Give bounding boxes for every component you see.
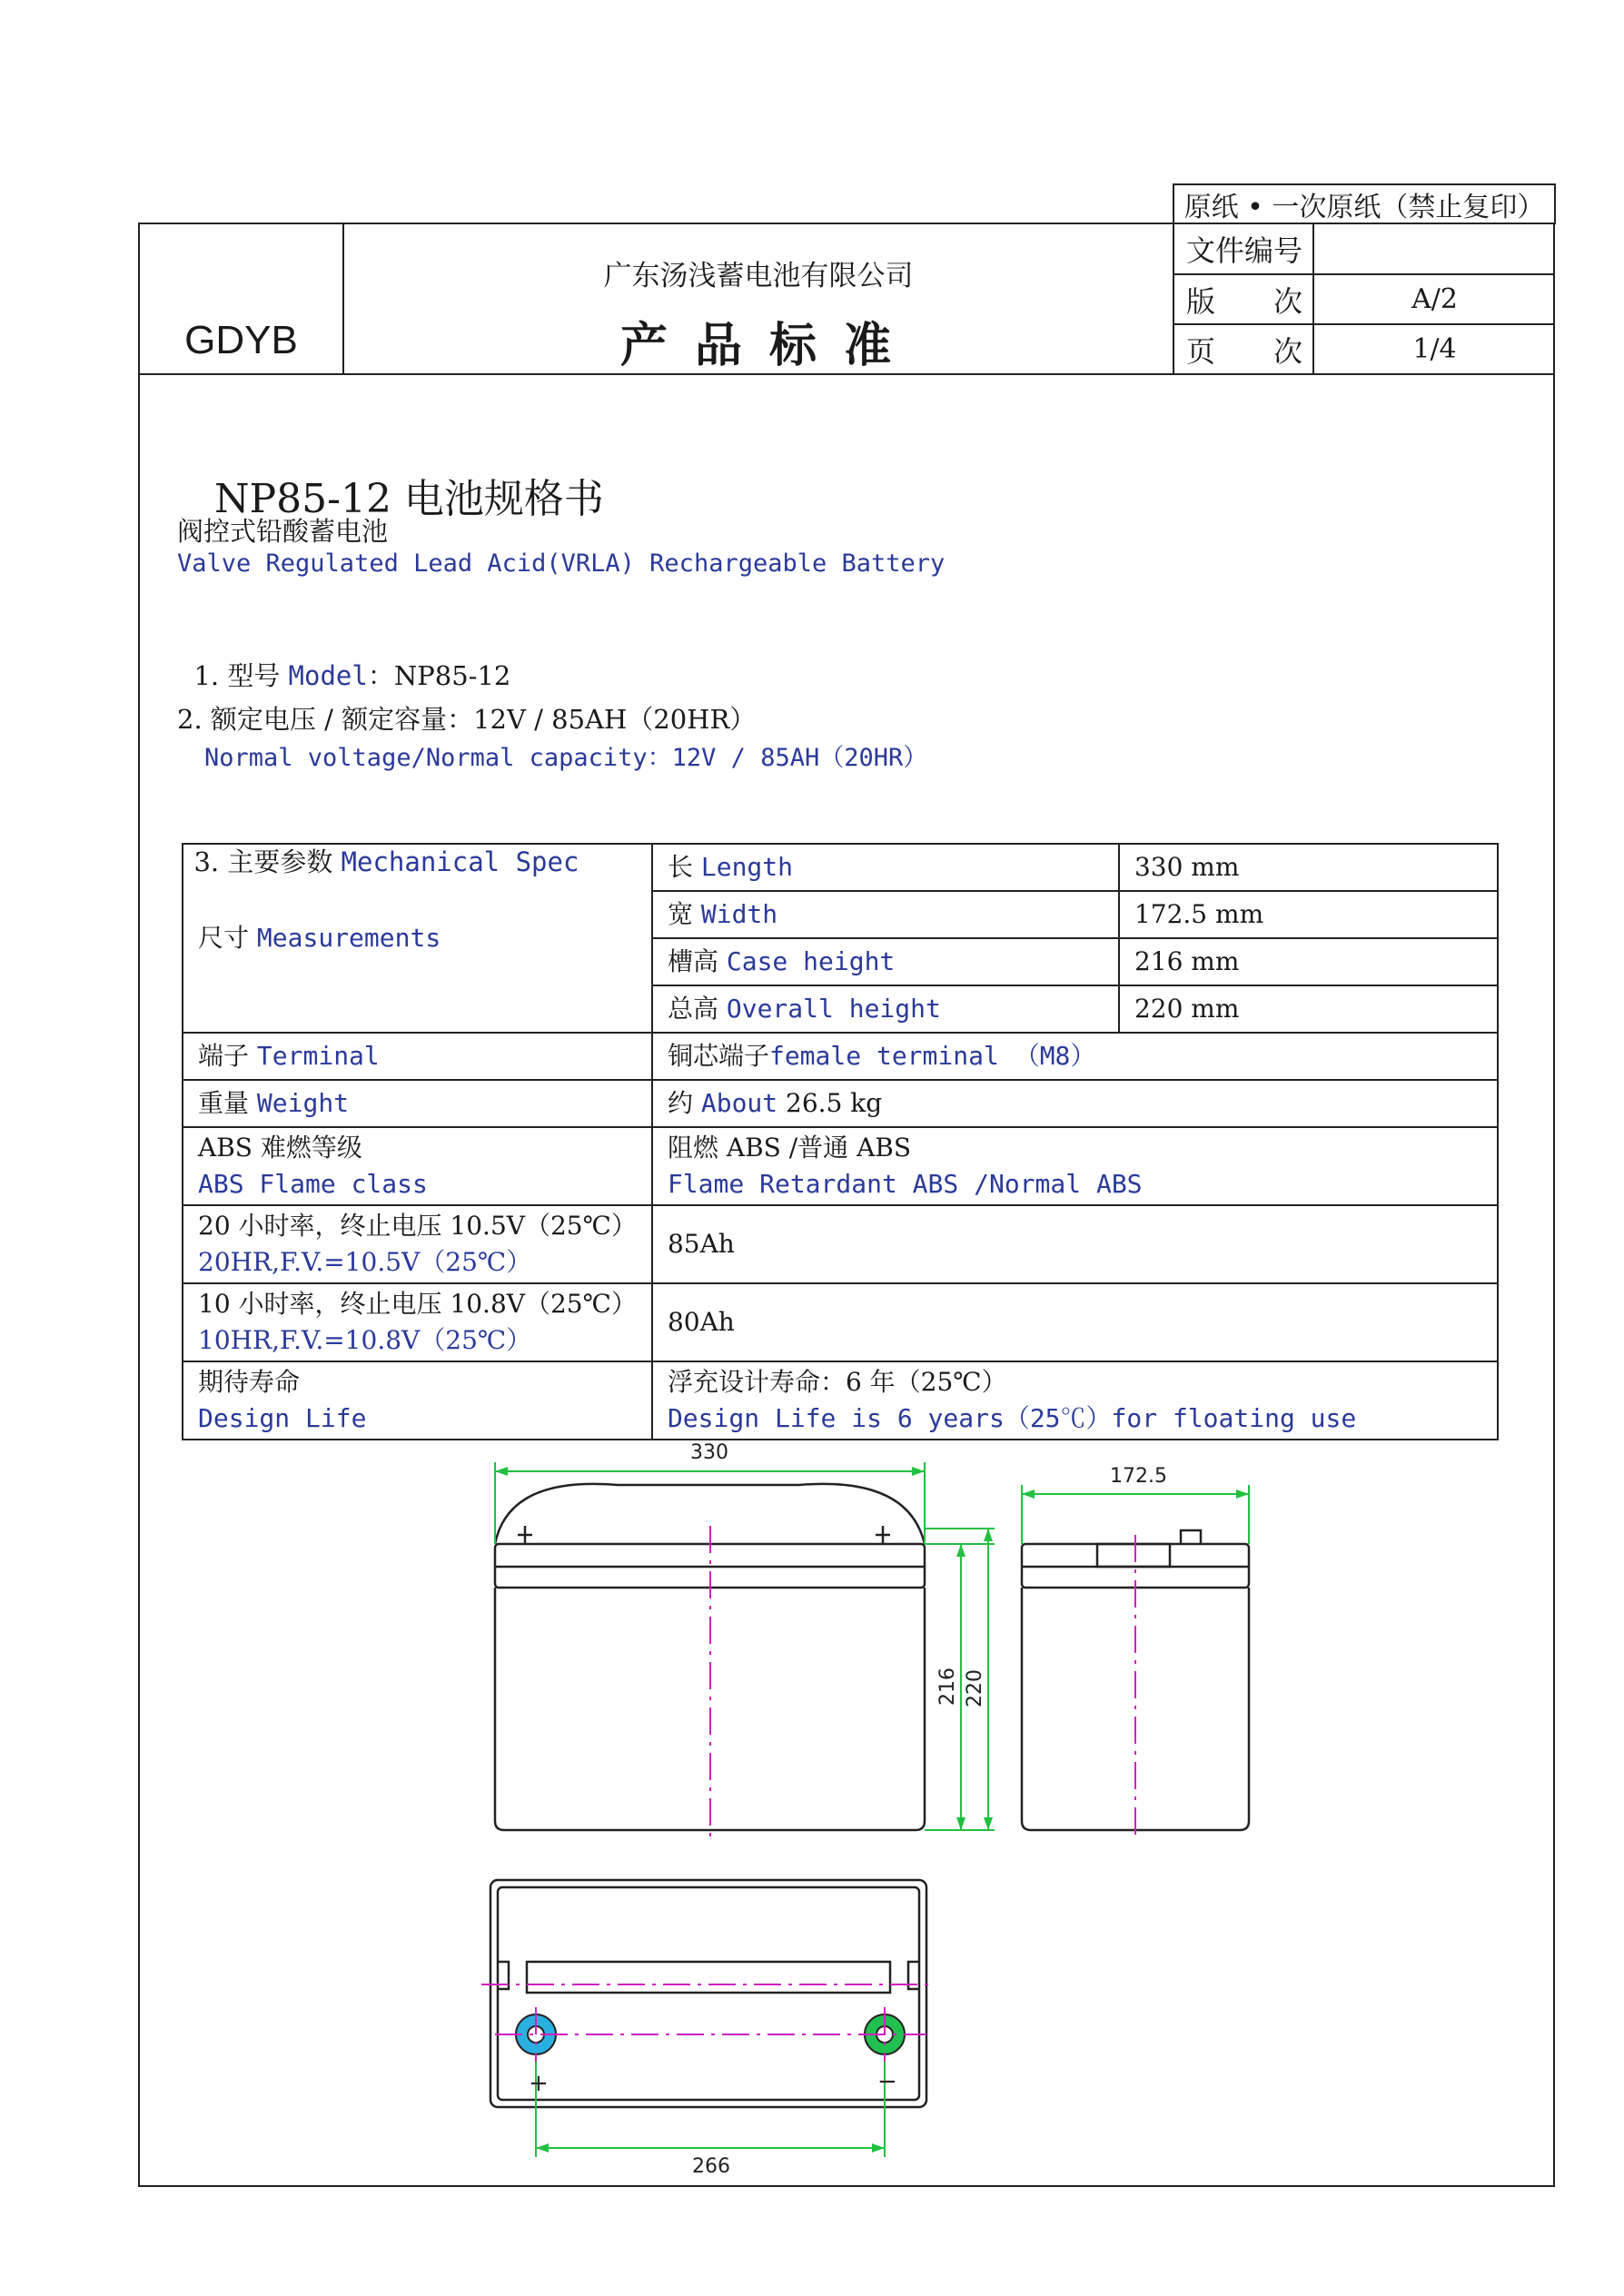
page-value: 1/4	[1412, 333, 1457, 365]
plus-symbol: +	[529, 2070, 549, 2097]
weight-value: 约 About 26.5 kg	[652, 1080, 1498, 1127]
model-line: 1. 型号 Model：NP85-12	[193, 660, 511, 691]
rate10-label: 10 小时率，终止电压 10.8V（25℃） 10HR,F.V.=10.8V（25℃）	[183, 1283, 652, 1361]
dim-width-label: 宽 Width	[652, 891, 1119, 938]
spec-heading-en: Mechanical Spec	[341, 846, 579, 877]
front-terminal-right	[876, 1526, 890, 1544]
terminal-label: 端子 Terminal	[183, 1033, 652, 1080]
company-logo: GDYB	[184, 318, 298, 362]
life-label: 期待寿命 Design Life	[183, 1361, 652, 1440]
rate20-label: 20 小时率，终止电压 10.5V（25℃） 20HR,F.V.=10.5V（25℃）	[183, 1205, 652, 1283]
top-view-handle	[527, 1962, 890, 1993]
dim-width-value: 172.5 mm	[1119, 891, 1498, 938]
copy-status-text: 原纸 • 一次原纸（禁止复印）	[1183, 191, 1545, 223]
dim-terminal-spacing-text: 266	[692, 2155, 730, 2178]
dim-width-text: 172.5	[1110, 1465, 1167, 1488]
measurements-label: 尺寸 Measurements	[183, 844, 652, 1033]
page-label: 页 次	[1186, 333, 1303, 369]
front-terminal-left	[518, 1526, 532, 1544]
battery-type-en: Valve Regulated Lead Acid(VRLA) Rechargeable Battery	[177, 549, 946, 578]
spec-heading: 3. 主要参数 Mechanical Spec	[193, 846, 579, 877]
doc-title: NP85-12 电池规格书	[213, 476, 604, 522]
rate20-value: 85Ah	[652, 1205, 1498, 1283]
model-label-en: Model	[288, 660, 368, 691]
abs-value: 阻燃 ABS /普通 ABS Flame Retardant ABS /Normal ABS	[652, 1127, 1498, 1205]
doc-type-title: 产 品 标 准	[619, 317, 897, 373]
file-no-label: 文件编号	[1186, 233, 1303, 268]
dim-case-height-value: 216 mm	[1119, 938, 1498, 985]
company-name: 广东汤浅蓄电池有限公司	[603, 259, 914, 292]
dim-length-label: 长 Length	[652, 844, 1119, 891]
minus-symbol: −	[877, 2068, 897, 2095]
dim-length-text: 330	[690, 1441, 728, 1464]
dim-case-height-label: 槽高 Case height	[652, 938, 1119, 985]
battery-type-cn: 阀控式铅酸蓄电池	[177, 516, 389, 547]
dim-overall-height-value: 220 mm	[1119, 985, 1498, 1033]
abs-label: ABS 难燃等级 ABS Flame class	[183, 1127, 652, 1205]
terminal-value: 铜芯端子female terminal （M8）	[652, 1033, 1498, 1080]
rate10-value: 80Ah	[652, 1283, 1498, 1361]
dim-case-height-text: 216	[936, 1668, 959, 1706]
voltage-line-cn: 2. 额定电压 / 额定容量：12V / 85AH（20HR）	[177, 704, 757, 735]
version-label: 版 次	[1186, 283, 1303, 319]
side-view-terminal	[1181, 1530, 1201, 1544]
voltage-line-en: Normal voltage/Normal capacity：12V / 85AH（20HR）	[204, 744, 928, 772]
dim-length-value: 330 mm	[1119, 844, 1498, 891]
life-value: 浮充设计寿命：6 年（25℃） Design Life is 6 years（25℃）for floating use	[652, 1361, 1498, 1440]
side-view-handle	[1097, 1544, 1170, 1567]
dim-overall-height-label: 总高 Overall height	[652, 985, 1119, 1033]
weight-label: 重量 Weight	[183, 1080, 652, 1127]
dim-overall-height-text: 220	[964, 1669, 986, 1707]
version-value: A/2	[1411, 283, 1458, 315]
